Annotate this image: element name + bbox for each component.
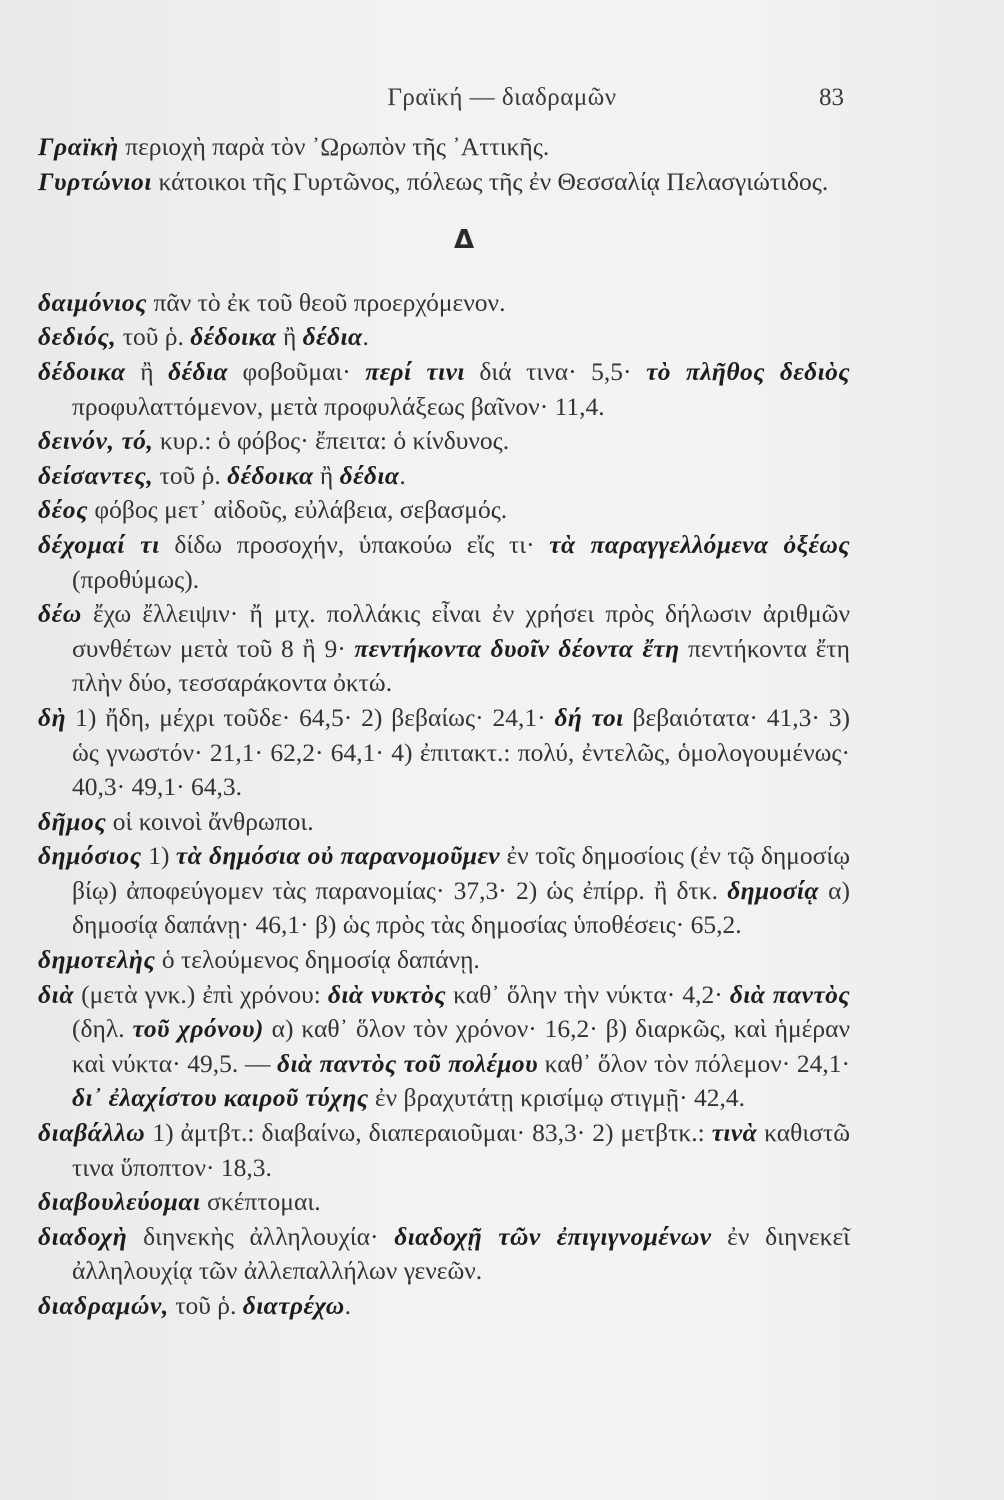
definition-text: . [344, 1291, 351, 1320]
headword: δεινόν, τό, [38, 426, 154, 456]
definition-text: ἢ [276, 322, 303, 352]
emphasized-phrase: τινὰ [711, 1118, 758, 1148]
headword: δεδιός, [38, 322, 117, 352]
definition-text: ὁ τελούμενος δημοσίᾳ δαπάνῃ. [155, 945, 480, 975]
section-letter-delta: Δ [453, 225, 475, 256]
definition-text: βεβαιότατα· 41,3· 3) ὡς γνωστόν· 21,1· 62,2· 64,1· 4) ἐπιτακτ.: πολύ, ἐντελῶς, ὁμολογουμένως· 40,3· 49,1· 64,3. [72, 702, 850, 802]
emphasized-phrase: περί τινι [365, 356, 465, 386]
definition-text: τοῦ ῥ. [168, 1291, 243, 1320]
definition-text: τοῦ ῥ. [116, 322, 191, 352]
entry-dia [38, 978, 850, 1116]
emphasized-phrase: δέδια [168, 356, 228, 386]
definition-text: φοβοῦμαι· [227, 356, 366, 386]
definition-text: καθ᾿ ὅλην τὴν νύκτα· 4,2· [446, 979, 730, 1009]
definition-text: α) δημοσίᾳ δαπάνῃ· 46,1· β) ὡς πρὸς τὰς δημοσίας ὑποθέσεις· 65,2. [72, 875, 850, 940]
emphasized-phrase: πεντήκοντα δυοῖν δέοντα ἔτη [354, 633, 680, 663]
page-header [0, 84, 1004, 118]
emphasized-phrase: διὰ παντὸς [729, 979, 850, 1009]
entry-deinon [38, 424, 850, 459]
entry-deo [38, 597, 850, 701]
entry-demos [38, 805, 850, 840]
definition-text: κυρ.: ὁ φόβος· ἔπειτα: ὁ κίνδυνος. [153, 426, 510, 456]
headword: δέος [38, 495, 89, 525]
entry-daimonios [38, 286, 850, 321]
entry-diadoche [38, 1220, 850, 1289]
emphasized-phrase: δι᾿ ἐλαχίστου καιροῦ τύχης [72, 1083, 369, 1113]
headword: δέχομαί τι [38, 529, 160, 559]
definition-text: ἢ [313, 460, 340, 490]
headword: δέδοικα [38, 356, 126, 386]
definition-text: ἐν διηνεκεῖ ἀλληλουχίᾳ τῶν ἀλλεπαλλήλων γενεῶν. [72, 1221, 851, 1286]
definition-text: σκέπτομαι. [200, 1187, 321, 1217]
glossary-body [38, 130, 850, 1324]
definition-text: διηνεκὴς ἀλληλουχία· [127, 1221, 395, 1251]
definition-text: . [362, 322, 369, 352]
definition-text: δίδω προσοχήν, ὑπακούω εἴς τι· [159, 529, 550, 559]
emphasized-phrase: δέδια [339, 460, 400, 490]
emphasized-phrase: τοῦ χρόνου) [132, 1014, 264, 1044]
definition-text: ἐν βραχυτάτῃ κρισίμῳ στιγμῇ· 42,4. [368, 1083, 745, 1113]
definition-text: τοῦ ῥ. [153, 460, 228, 490]
definition-text: περιοχὴ παρὰ τὸν ᾿Ωρωπὸν τῆς ᾿Αττικῆς. [118, 132, 550, 161]
emphasized-phrase: διὰ νυκτὸς [327, 979, 447, 1009]
headword: δέω [38, 599, 82, 629]
definition-text: ἐν τοῖς δημοσίοις (ἐν τῷ δημοσίῳ βίῳ) ἀποφεύγομεν τὰς παρανομίας· 37,3· 2) ὡς ἐπίρρ. ἢ δτκ. [72, 841, 850, 905]
definition-text: φόβος μετ᾿ αἰδοῦς, εὐλάβεια, σεβασμός. [88, 495, 508, 525]
definition-text: (μετὰ γνκ.) ἐπὶ χρόνου: [74, 979, 328, 1009]
emphasized-phrase: διαδοχῇ τῶν ἐπιγιγνομένων [394, 1221, 712, 1251]
definition-text: . [399, 460, 406, 490]
entry-deisantes [38, 459, 850, 494]
definition-text: ἢ [125, 356, 169, 386]
headword: διὰ [38, 979, 75, 1009]
definition-text: α) καθ᾿ ὅλον τὸν χρόνον· 16,2· β) διαρκῶς, καὶ ἡμέραν καὶ νύκτα· 49,5. — [72, 1014, 850, 1078]
headword: διαβουλεύομαι [38, 1187, 201, 1217]
entry-de [38, 701, 850, 805]
entry-demoteles [38, 943, 850, 978]
definition-text: (δηλ. [72, 1014, 133, 1044]
entry-demosios [38, 839, 850, 943]
entry-dechomai [38, 528, 850, 597]
running-head: Γραϊκή — διαδραμῶν [387, 84, 617, 111]
emphasized-phrase: διὰ παντὸς τοῦ πολέμου [276, 1048, 538, 1078]
headword: Γραϊκὴ [38, 132, 119, 161]
entry-diadramon [38, 1289, 850, 1324]
emphasized-phrase: τὰ δημόσια οὐ παρανομοῦμεν [175, 841, 501, 871]
emphasized-phrase: δή τοι [554, 702, 624, 732]
entry-graike [38, 130, 850, 165]
definition-text: διά τινα· 5,5· [464, 356, 647, 386]
entry-dedoika [38, 355, 850, 424]
emphasized-phrase: διατρέχω [242, 1291, 345, 1320]
definition-text: κάτοικοι τῆς Γυρτῶνος, πόλεως τῆς ἐν Θεσσαλίᾳ Πελασγιώτιδος. [152, 166, 829, 196]
definition-text: προφυλαττόμενον, μετὰ προφυλάξεως βαῖνον· 11,4. [72, 391, 605, 421]
emphasized-phrase: δέδοικα [227, 460, 314, 490]
headword: διαδοχὴ [38, 1221, 128, 1251]
headword: δὴ [38, 702, 67, 732]
emphasized-phrase: τὰ παραγγελλόμενα ὀξέως [549, 529, 851, 559]
headword: δῆμος [38, 806, 107, 836]
definition-text: καθιστῶ τινα ὕποπτον· 18,3. [72, 1118, 850, 1182]
definition-text: πᾶν τὸ ἐκ τοῦ θεοῦ προερχόμενον. [147, 287, 506, 317]
emphasized-phrase: δέδια [302, 322, 363, 352]
definition-text: πεντήκοντα ἔτη πλὴν δύο, τεσσαράκοντα ὀκτώ. [72, 633, 850, 698]
page-number: 83 [819, 84, 844, 111]
headword: δημοτελὴς [38, 945, 156, 975]
definition-text: 1) ἤδη, μέχρι τοῦδε· 64,5· 2) βεβαίως· 24,1· [66, 702, 555, 732]
entry-diaballo [38, 1116, 850, 1185]
entry-diabouleuomai [38, 1185, 850, 1220]
emphasized-phrase: δέδοικα [190, 322, 277, 352]
headword: δημόσιος [38, 841, 142, 871]
definition-text: 1) ἀμτβτ.: διαβαίνω, διαπεραιοῦμαι· 83,3· 2) μετβτκ.: [145, 1118, 712, 1148]
headword: διαδραμών, [38, 1291, 169, 1320]
definition-text: καθ᾿ ὅλον τὸν πόλεμον· 24,1· [537, 1048, 851, 1078]
headword: διαβάλλω [38, 1118, 146, 1148]
headword: δαιμόνιος [38, 287, 148, 317]
entry-gyrtonioi [38, 165, 850, 200]
definition-text: 1) [141, 841, 176, 871]
entry-deos [38, 493, 850, 528]
definition-text: (προθύμως). [72, 564, 200, 594]
headword: Γυρτώνιοι [38, 166, 153, 196]
emphasized-phrase: δημοσίᾳ [727, 875, 819, 905]
entry-dedios [38, 320, 850, 355]
emphasized-phrase: τὸ πλῆθος δεδιὸς [646, 356, 851, 386]
definition-text: οἱ κοινοὶ ἄνθρωποι. [106, 806, 314, 836]
definition-text: ἔχω ἔλλειψιν· ἤ μτχ. πολλάκις εἶναι ἐν χρήσει πρὸς δήλωσιν ἀριθμῶν συνθέτων μετὰ τοῦ 8 ἢ 9· [72, 599, 850, 663]
headword: δείσαντες, [38, 460, 154, 490]
